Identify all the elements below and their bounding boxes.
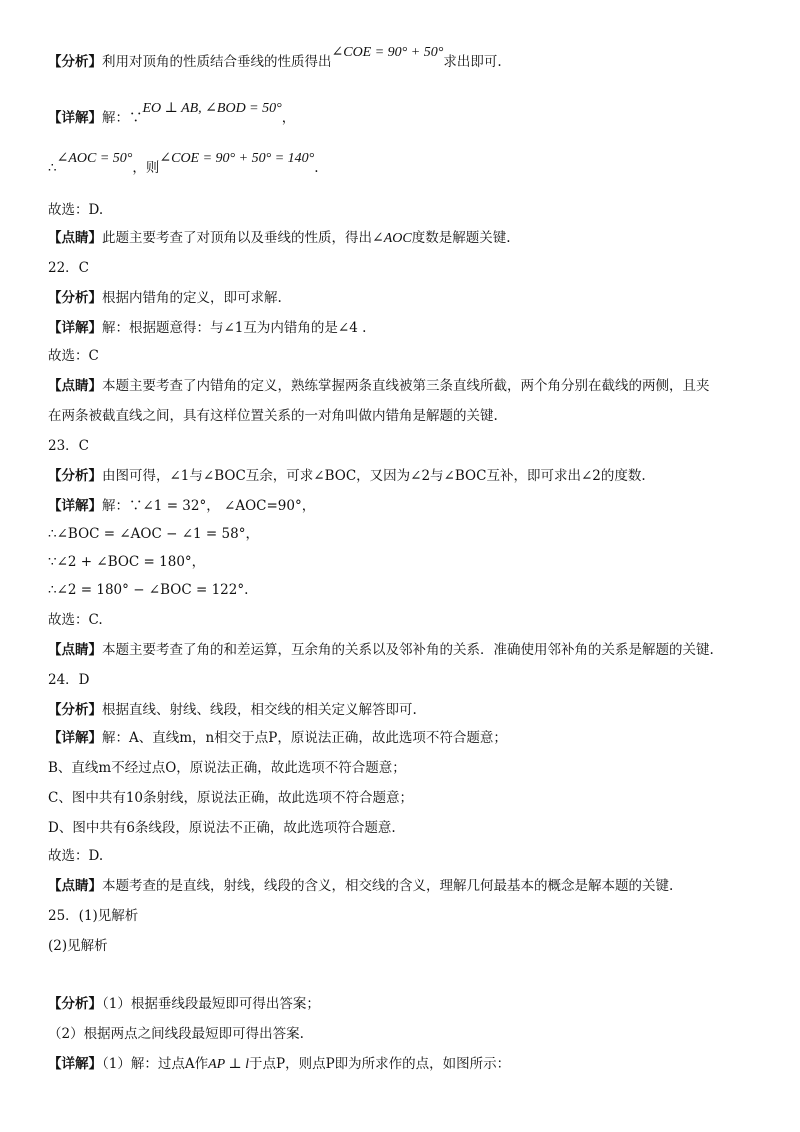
line-tail: ， (281, 110, 296, 126)
line-text: ∴ (48, 160, 57, 176)
text-line (48, 436, 760, 456)
section-tag: 【详解】 (48, 110, 102, 126)
line-text: ∵∠2 + ∠BOC = 180°， (48, 554, 206, 570)
section-tag: 【详解】 (48, 498, 102, 514)
text-line (48, 406, 760, 426)
line-text: B、直线m不经过点O，原说法正确，故此选项不符合题意； (48, 760, 406, 776)
section-tag: 【详解】 (48, 320, 102, 336)
math-expression: ∠AOC = 50° (56, 151, 133, 166)
math-expression: ∠COE = 90° + 50° (331, 45, 444, 60)
text-line (48, 1024, 760, 1044)
line-text: ∴∠BOC = ∠AOC − ∠1 = 58°， (48, 526, 259, 542)
text-line (48, 346, 760, 366)
text-line (48, 936, 760, 956)
text-line (48, 846, 760, 866)
line-text: 根据内错角的定义，即可求解. (102, 290, 282, 306)
text-line (48, 200, 760, 220)
line-text: C、图中共有10条射线，原说法正确，故此选项不符合题意； (48, 790, 414, 806)
text-line (48, 1054, 760, 1075)
line-tail: 度数是解题关键. (411, 230, 511, 246)
line-text: 此题主要考查了对顶角以及垂线的性质，得出 (102, 230, 372, 246)
text-line (48, 818, 760, 838)
math-expression: ∠COE = 90° + 50° = 140° (159, 151, 315, 166)
text-line (48, 524, 760, 544)
line-text: 解：∵∠1 = 32°， ∠AOC=90°， (102, 498, 316, 514)
section-tag: 【详解】 (48, 730, 102, 746)
text-line (48, 580, 760, 600)
line-text: （1）解：过点A作 (102, 1056, 209, 1072)
line-text: 23．C (48, 438, 90, 454)
text-line (48, 728, 760, 748)
text-line (48, 151, 760, 179)
text-line (48, 466, 760, 486)
line-text: 本题主要考查了内错角的定义，熟练掌握两条直线被第三条直线所截，两个角分别在截线的两侧，且夹 (102, 378, 710, 394)
math-expression: EO ⊥ AB, ∠BOD = 50° (142, 101, 282, 116)
math-expression: ∠AOC (372, 231, 412, 246)
line-text: 故选：C (48, 348, 99, 364)
line-text: ∴∠2 = 180° − ∠BOC = 122°. (48, 582, 249, 598)
line-text: D、图中共有6条线段，原说法不正确，故此选项符合题意. (48, 820, 396, 836)
line-text: 利用对顶角的性质结合垂线的性质得出 (102, 54, 332, 70)
line-text: 根据直线、射线、线段，相交线的相关定义解答即可. (102, 702, 417, 718)
line-text: 故选：C. (48, 612, 103, 628)
section-tag: 【点睛】 (48, 378, 102, 394)
section-tag: 【分析】 (48, 468, 102, 484)
line-text: （1）根据垂线段最短即可得出答案； (102, 996, 320, 1012)
text-line (48, 700, 760, 720)
line-text: 由图可得，∠1与∠BOC互余，可求∠BOC，又因为∠2与∠BOC互补，即可求出∠2的度数. (102, 468, 646, 484)
line-text: 故选：D. (48, 202, 104, 218)
text-line (48, 640, 760, 660)
text-line (48, 788, 760, 808)
line-text: 在两条被截直线之间，具有这样位置关系的一对角叫做内错角是解题的关键. (48, 408, 498, 424)
text-line (48, 45, 760, 73)
text-line (48, 610, 760, 630)
line-text: 解：A、直线m，n相交于点P，原说法正确，故此选项不符合题意； (102, 730, 507, 746)
text-line (48, 906, 760, 926)
text-line (48, 101, 760, 129)
text-line (48, 496, 760, 516)
text-line (48, 670, 760, 690)
text-line (48, 318, 760, 338)
section-tag: 【分析】 (48, 54, 102, 70)
line-tail: 于点P，则点P即为所求作的点，如图所示： (249, 1056, 511, 1072)
line-tail: ，则 (132, 160, 160, 176)
text-line (48, 228, 760, 249)
text-line (48, 552, 760, 572)
text-line (48, 376, 760, 396)
line-text: 22．C (48, 260, 90, 276)
section-tag: 【点睛】 (48, 230, 102, 246)
line-text: 本题主要考查了角的和差运算，互余角的关系以及邻补角的关系．准确使用邻补角的关系是解题的关键. (102, 642, 714, 658)
line-tail: . (314, 160, 319, 176)
text-line (48, 876, 760, 896)
section-tag: 【分析】 (48, 996, 102, 1012)
line-text: 解：∵ (102, 110, 143, 126)
section-tag: 【点睛】 (48, 642, 102, 658)
text-line (48, 258, 760, 278)
line-text: 故选：D. (48, 848, 104, 864)
section-tag: 【分析】 (48, 702, 102, 718)
line-tail: 求出即可. (443, 54, 502, 70)
line-text: (2)见解析 (48, 938, 108, 954)
line-text: 24．D (48, 672, 90, 688)
section-tag: 【点睛】 (48, 878, 102, 894)
line-text: 本题考查的是直线，射线，线段的含义，相交线的含义，理解几何最基本的概念是解本题的关键. (102, 878, 674, 894)
text-line (48, 288, 760, 308)
section-tag: 【分析】 (48, 290, 102, 306)
text-line (48, 994, 760, 1014)
line-text: （2）根据两点之间线段最短即可得出答案. (48, 1026, 304, 1042)
section-tag: 【详解】 (48, 1056, 102, 1072)
math-expression: AP ⊥ l (208, 1057, 249, 1072)
text-line (48, 758, 760, 778)
line-text: 25．(1)见解析 (48, 908, 139, 924)
line-text: 解：根据题意得：与∠1互为内错角的是∠4 . (102, 320, 367, 336)
